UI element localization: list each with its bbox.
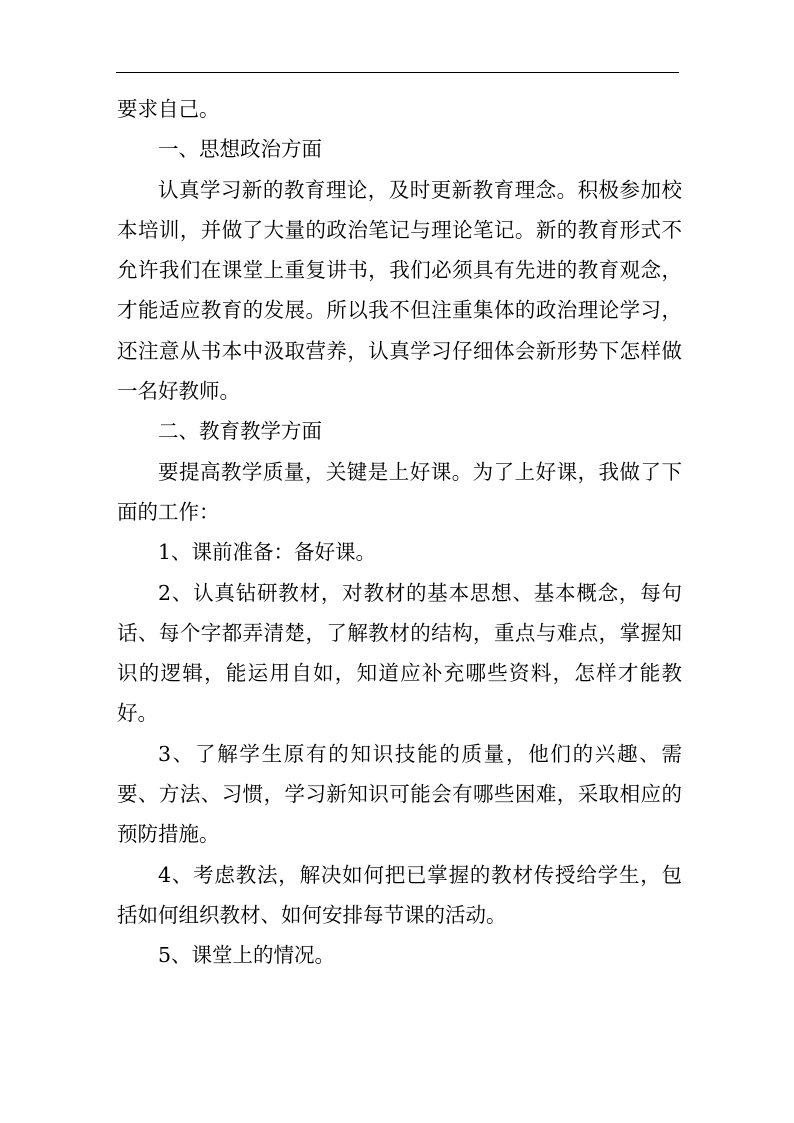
section-heading-teaching: 二、教育教学方面 [158, 419, 322, 444]
section-heading-political: 一、思想政治方面 [158, 137, 322, 162]
list-item-5: 5、课堂上的情况。 [158, 943, 336, 968]
paragraph-continuation: 要求自己。 [117, 97, 220, 121]
paragraph-political-study: 认真学习新的教育理论，及时更新教育理念。积极参加校本培训，并做了大量的政治笔记与理论笔记。新的教育形式不允许我们在课堂上重复讲书，我们必须具有先进的教育观念，才能适应教育的发展。所以我不但注重集体的政治理论学习，还注意从书本中汲取营养，认真学习仔细体会新形势下怎样做一名好教师。 [117, 177, 682, 404]
document-body [117, 89, 682, 976]
list-item-2: 2、认真钻研教材，对教材的基本思想、基本概念，每句话、每个字都弄清楚，了解教材的结构，重点与难点，掌握知识的逻辑，能运用自如，知道应补充哪些资料，怎样才能教好。 [117, 580, 682, 726]
list-item-3: 3、了解学生原有的知识技能的质量，他们的兴趣、需要、方法、习惯，学习新知识可能会有哪些困难，采取相应的预防措施。 [117, 741, 682, 847]
list-item-1: 1、课前准备：备好课。 [158, 540, 377, 565]
header-rule [116, 72, 679, 73]
list-item-4: 4、考虑教法，解决如何把已掌握的教材传授给学生，包括如何组织教材、如何安排每节课的活动。 [117, 862, 682, 927]
paragraph-teaching-intro: 要提高教学质量，关键是上好课。为了上好课，我做了下面的工作： [117, 459, 682, 524]
